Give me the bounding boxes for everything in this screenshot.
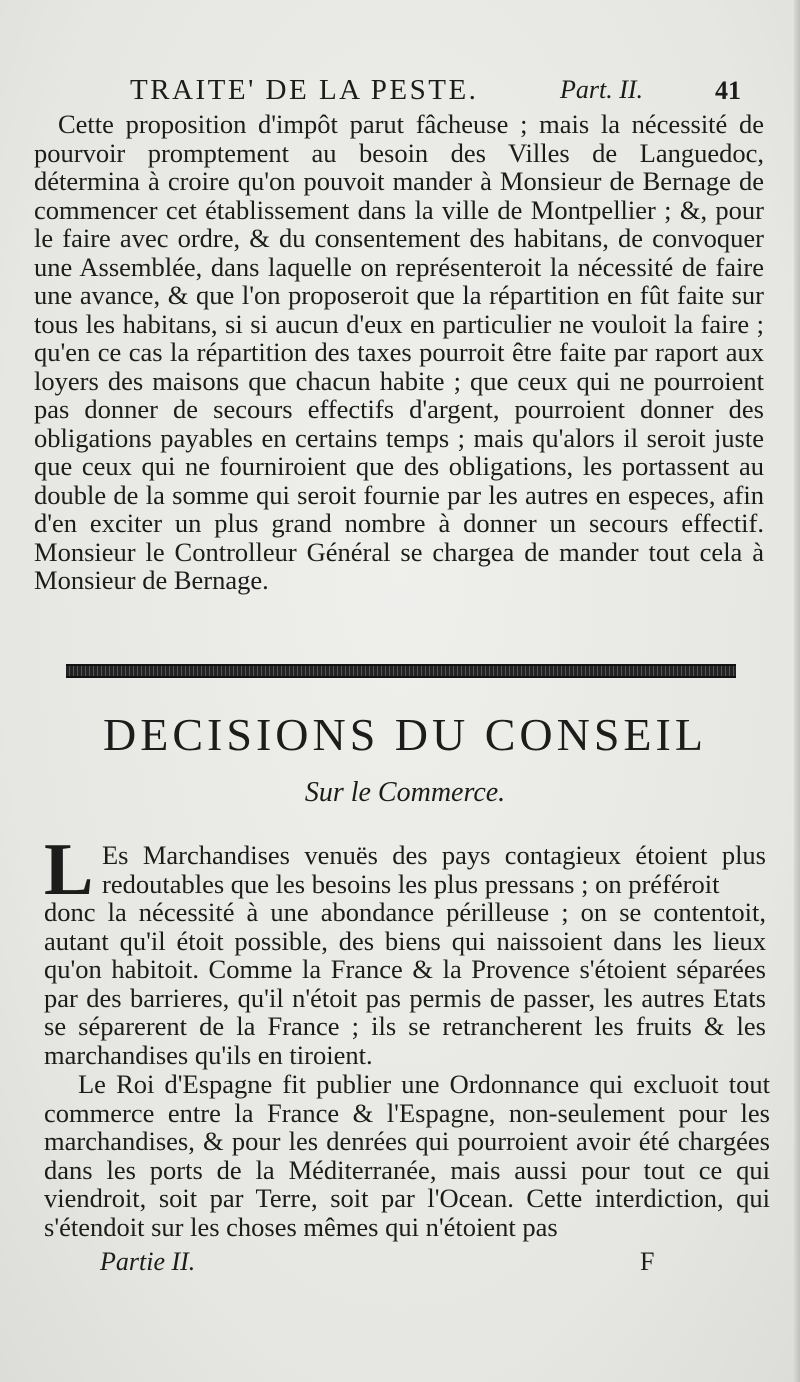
- part-label: Part. II.: [560, 75, 644, 104]
- signature-label: Partie II.: [100, 1247, 196, 1276]
- section-divider-rule: [66, 664, 736, 678]
- section-subtitle: Sur le Commerce.: [304, 777, 506, 808]
- paragraph-marchandises: [44, 829, 766, 1070]
- running-header: [60, 74, 770, 110]
- drop-cap: L: [44, 829, 94, 911]
- page-number: 41: [715, 76, 741, 105]
- signature-mark: F: [640, 1247, 655, 1276]
- running-title: TRAITE' DE LA PESTE.: [130, 74, 479, 106]
- paragraph-marchandises-rest: donc la nécessité à une abondance périlleuse ; on se contentoit, autant qu'il étoit possible, des biens qui naissoient dans les lieux qu'on habitoit. Comme la France & la Provence s'étoient séparées par des barrieres, qu'il n'étoit pas permis de passer, les autres Etats se séparerent de la France ; ils se retrancherent les fruits & les marchandises qu'ils en tiroient.: [44, 897, 766, 1070]
- page-edge: [794, 0, 800, 1382]
- paragraph-roi-espagne: Le Roi d'Espagne fit publier une Ordonnance qui excluoit tout commerce entre la France & l'Espagne, non-seulement pour les marchandises, & pour les denrées qui pourroient avoir été chargées dans les ports de la Méditerranée, mais aussi pour tout ce qui viendroit, soit par Terre, soit par l'Ocean. Cette interdiction, qui s'étendoit sur les choses mêmes qui n'étoient pas: [44, 1069, 770, 1242]
- paragraph-marchandises-lead: Es Marchandises venuës des pays contagieux étoient plus redoutables que les besoins les plus pressans ; on préféroit: [102, 840, 766, 899]
- paragraph-proposition: Cette proposition d'impôt parut fâcheuse ; mais la nécessité de pourvoir promptement au besoin des Villes de Languedoc, détermina à croire qu'on pouvoit mander à Monsieur de Bernage de commencer cet établissement dans la ville de Montpellier ; &, pour le faire avec ordre, & du consentement des habitans, de convoquer une Assemblée, dans laquelle on représenteroit la nécessité de faire une avance, & que l'on proposeroit que la répartition en fût faite sur tous les habitans, si si aucun d'eux en particulier ne vouloit la faire ; qu'en ce cas la répartition des taxes pourroit être faite par raport aux loyers des maisons que chacun habite ; que ceux qui ne pourroient pas donner de secours effectifs d'argent, pourroient donner des obligations payables en certains temps ; mais qu'alors il seroit juste que ceux qui ne fourniroient que des obligations, les portassent au double de la somme qui seroit fournie par les autres en especes, afin d'en exciter un plus grand nombre à donner un secours effectif. Monsieur le Controlleur Général se chargea de mander tout cela à Monsieur de Bernage.: [34, 109, 764, 595]
- section-title: DECISIONS DU CONSEIL: [103, 709, 707, 760]
